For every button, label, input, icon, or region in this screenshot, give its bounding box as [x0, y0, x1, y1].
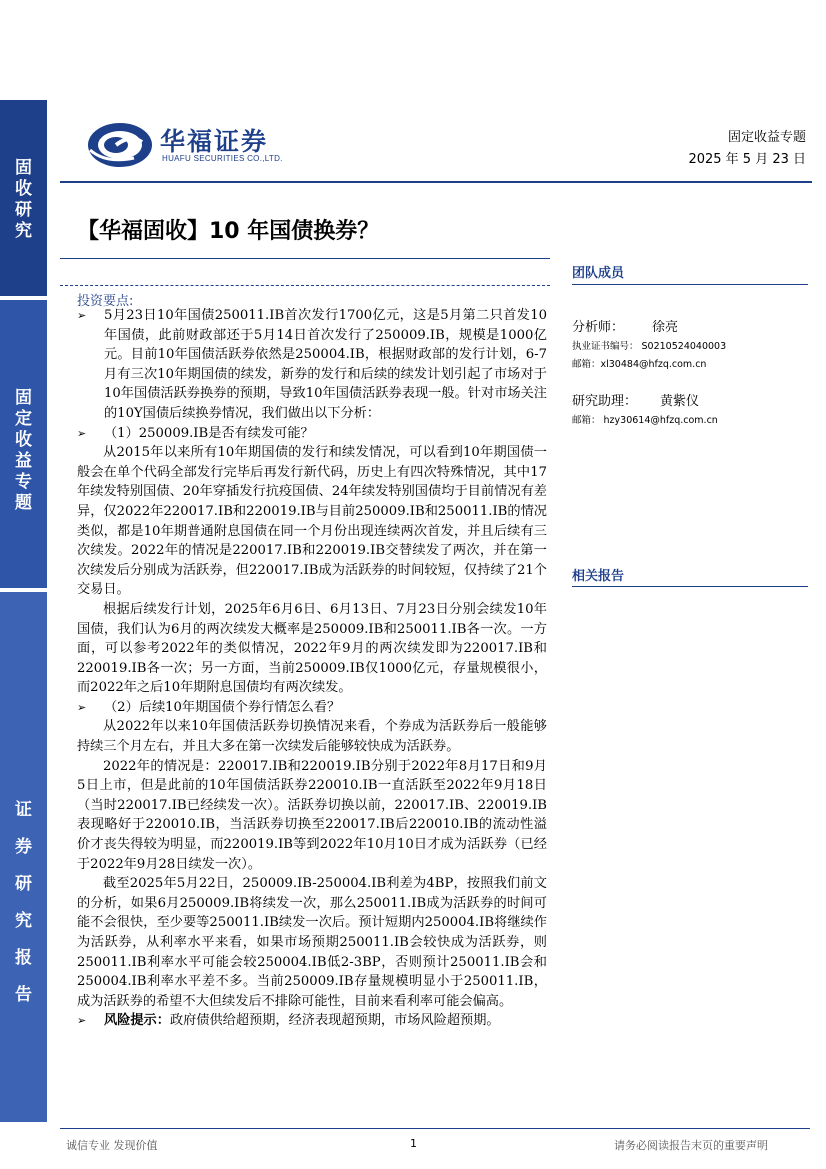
report-date: 2025 年 5 月 23 日 [688, 152, 806, 167]
sidebar-label-fixed-income: 固定收益专题 [15, 388, 32, 513]
paragraph: 从2015年以来所有10年期国债的发行和续发情况，可以看到10年期国债一般会在单个代码全部发行完毕后再发行新代码，历史上有四次特殊情况，其中17年续发特别国债、20年穿插发行抗疫国债、24年续发特别国债均于目前情况有差异，仅2022年220017.IB和220019.IB与目前250009.IB和250011.IB的情况类似，都是10年期普通附息国债在同一个月份出现连续两次首发，并且后续有三次续发。2022年的情况是220017.IB和220019.IB交替续发了两次，并在第一次续发后分别成为活跃券，但220017.IB成为活跃券的时间较短，仅持续了21个交易日。 [77, 445, 547, 598]
summary-text: 5月23日10年国债250011.IB首次发行1700亿元，这是5月第二只首发10年国债，此前财政部还于5月14日首次发行了250009.IB，规模是1000亿元。目前10年国债活跃券依然是250004.IB，根据财政部的发行计划，6-7月有三次10年期国债的续发，新券的发行和后续的续发计划引起了市场对于10年国债活跃券换券的预期，导致10年国债活跃券表现一般。针对市场关注的10Y国债后续换券情况，我们做出以下分析： [104, 308, 547, 421]
assistant-email: 邮箱： hzy30614@hfzq.com.cn [572, 415, 718, 426]
logo-name-cn: 华福证券 [160, 127, 269, 156]
bullet-summary [77, 306, 547, 424]
analyst-email: 邮箱：xl30484@hfzq.com.cn [572, 359, 707, 370]
bullet-arrow-icon: ➢ [77, 426, 87, 440]
bullet-question-1 [77, 424, 547, 444]
analyst-label: 分析师： [572, 320, 625, 335]
analyst-row [572, 316, 808, 335]
question-1-heading: （1）250009.IB是否有续发可能？ [104, 425, 314, 441]
analyst-block [572, 316, 808, 370]
risk-text: 政府债供给超预期，经济表现超预期，市场风险超预期。 [169, 1013, 500, 1029]
sidebar-label-report: 证券研究报告 [15, 800, 32, 1005]
bullet-question-2 [77, 698, 547, 718]
page-title: 【华福固收】10 年国债换券？ [77, 219, 380, 244]
summary-label: 投资要点: [77, 294, 134, 309]
assistant-block [572, 390, 808, 426]
main-body [77, 306, 547, 1031]
team-divider [572, 284, 808, 285]
sidebar-label-research: 固收研究 [15, 158, 32, 241]
assistant-row [572, 390, 808, 409]
paragraph: 截至2025年5月22日，250009.IB-250004.IB利差为4BP，按照我们前文的分析，如果6月250009.IB将续发一次，那么250011.IB成为活跃券的时间可能不会很快，至少要等250011.IB续发一次后。预计短期内250004.IB将继续作为活跃券，从利率水平来看，如果市场预期250011.IB会较快成为活跃券，则250011.IB利率水平可能会较250004.IB低2-3BP，否则预计250011.IB会和250004.IB利率水平差不多。当前250009.IB存量规模明显小于250011.IB，成为活跃券的希望不大但续发后不排除可能性，目前来看利率可能会偏高。 [77, 876, 547, 1009]
logo-name-en: HUAFU SECURITIES CO.,LTD. [162, 154, 283, 163]
risk-label: 风险提示： [104, 1013, 170, 1029]
related-divider [572, 586, 808, 587]
assistant-name: 黄紫仪 [660, 394, 700, 409]
bullet-arrow-icon: ➢ [77, 309, 87, 322]
analyst-name: 徐亮 [652, 320, 679, 335]
team-heading: 团队成员 [572, 266, 625, 281]
report-category: 固定收益专题 [727, 130, 806, 145]
related-reports-heading: 相关报告 [572, 569, 625, 584]
logo-mark-icon [86, 120, 154, 170]
header-divider [60, 181, 812, 183]
summary-dotted-line [60, 285, 550, 286]
footer-slogan: 诚信专业 发现价值 [66, 1139, 158, 1152]
question-2-heading: （2）后续10年期国债个券行情怎么看？ [104, 699, 341, 715]
bullet-arrow-icon: ➢ [77, 700, 87, 714]
footer-divider [60, 1128, 810, 1129]
paragraph: 根据后续发行计划，2025年6月6日、6月13日、7月23日分别会续发10年国债，我们认为6月的两次续发大概率是250009.IB和250011.IB各一次。一方面，可以参考2022年的类似情况，2022年9月的两次续发即为220017.IB和220019.IB各一次；另一方面，当前250009.IB仅1000亿元，存量规模很小，而2022年之后10年期附息国债均有两次续发。 [77, 601, 547, 696]
assistant-label: 研究助理： [572, 394, 638, 409]
paragraph: 从2022年以来10年国债活跃券切换情况来看，个券成为活跃券后一般能够持续三个月左右，并且大多在第一次续发后能够较快成为活跃券。 [77, 719, 547, 755]
title-divider [60, 258, 550, 259]
paragraph: 2022年的情况是：220017.IB和220019.IB分别于2022年8月17日和9月5日上市，但是此前的10年国债活跃券220010.IB一直活跃至2022年9月18日（当时220017.IB已经续发一次）。活跃券切换以前，220017.IB、220019.IB表现略好于220010.IB，当活跃券切换至220017.IB后220010.IB的流动性溢价才丧失得较为明显，而220019.IB等到2022年10月10日才成为活跃券（已经于2022年9月28日续发一次）。 [77, 758, 547, 872]
page-number: 1 [410, 1137, 417, 1150]
bullet-arrow-icon: ➢ [77, 1014, 87, 1028]
analyst-license: 执业证书编号： S0210524040003 [572, 341, 727, 352]
company-logo [86, 120, 296, 170]
footer-disclaimer: 请务必阅读报告末页的重要声明 [614, 1139, 768, 1152]
bullet-risk [77, 1011, 547, 1031]
